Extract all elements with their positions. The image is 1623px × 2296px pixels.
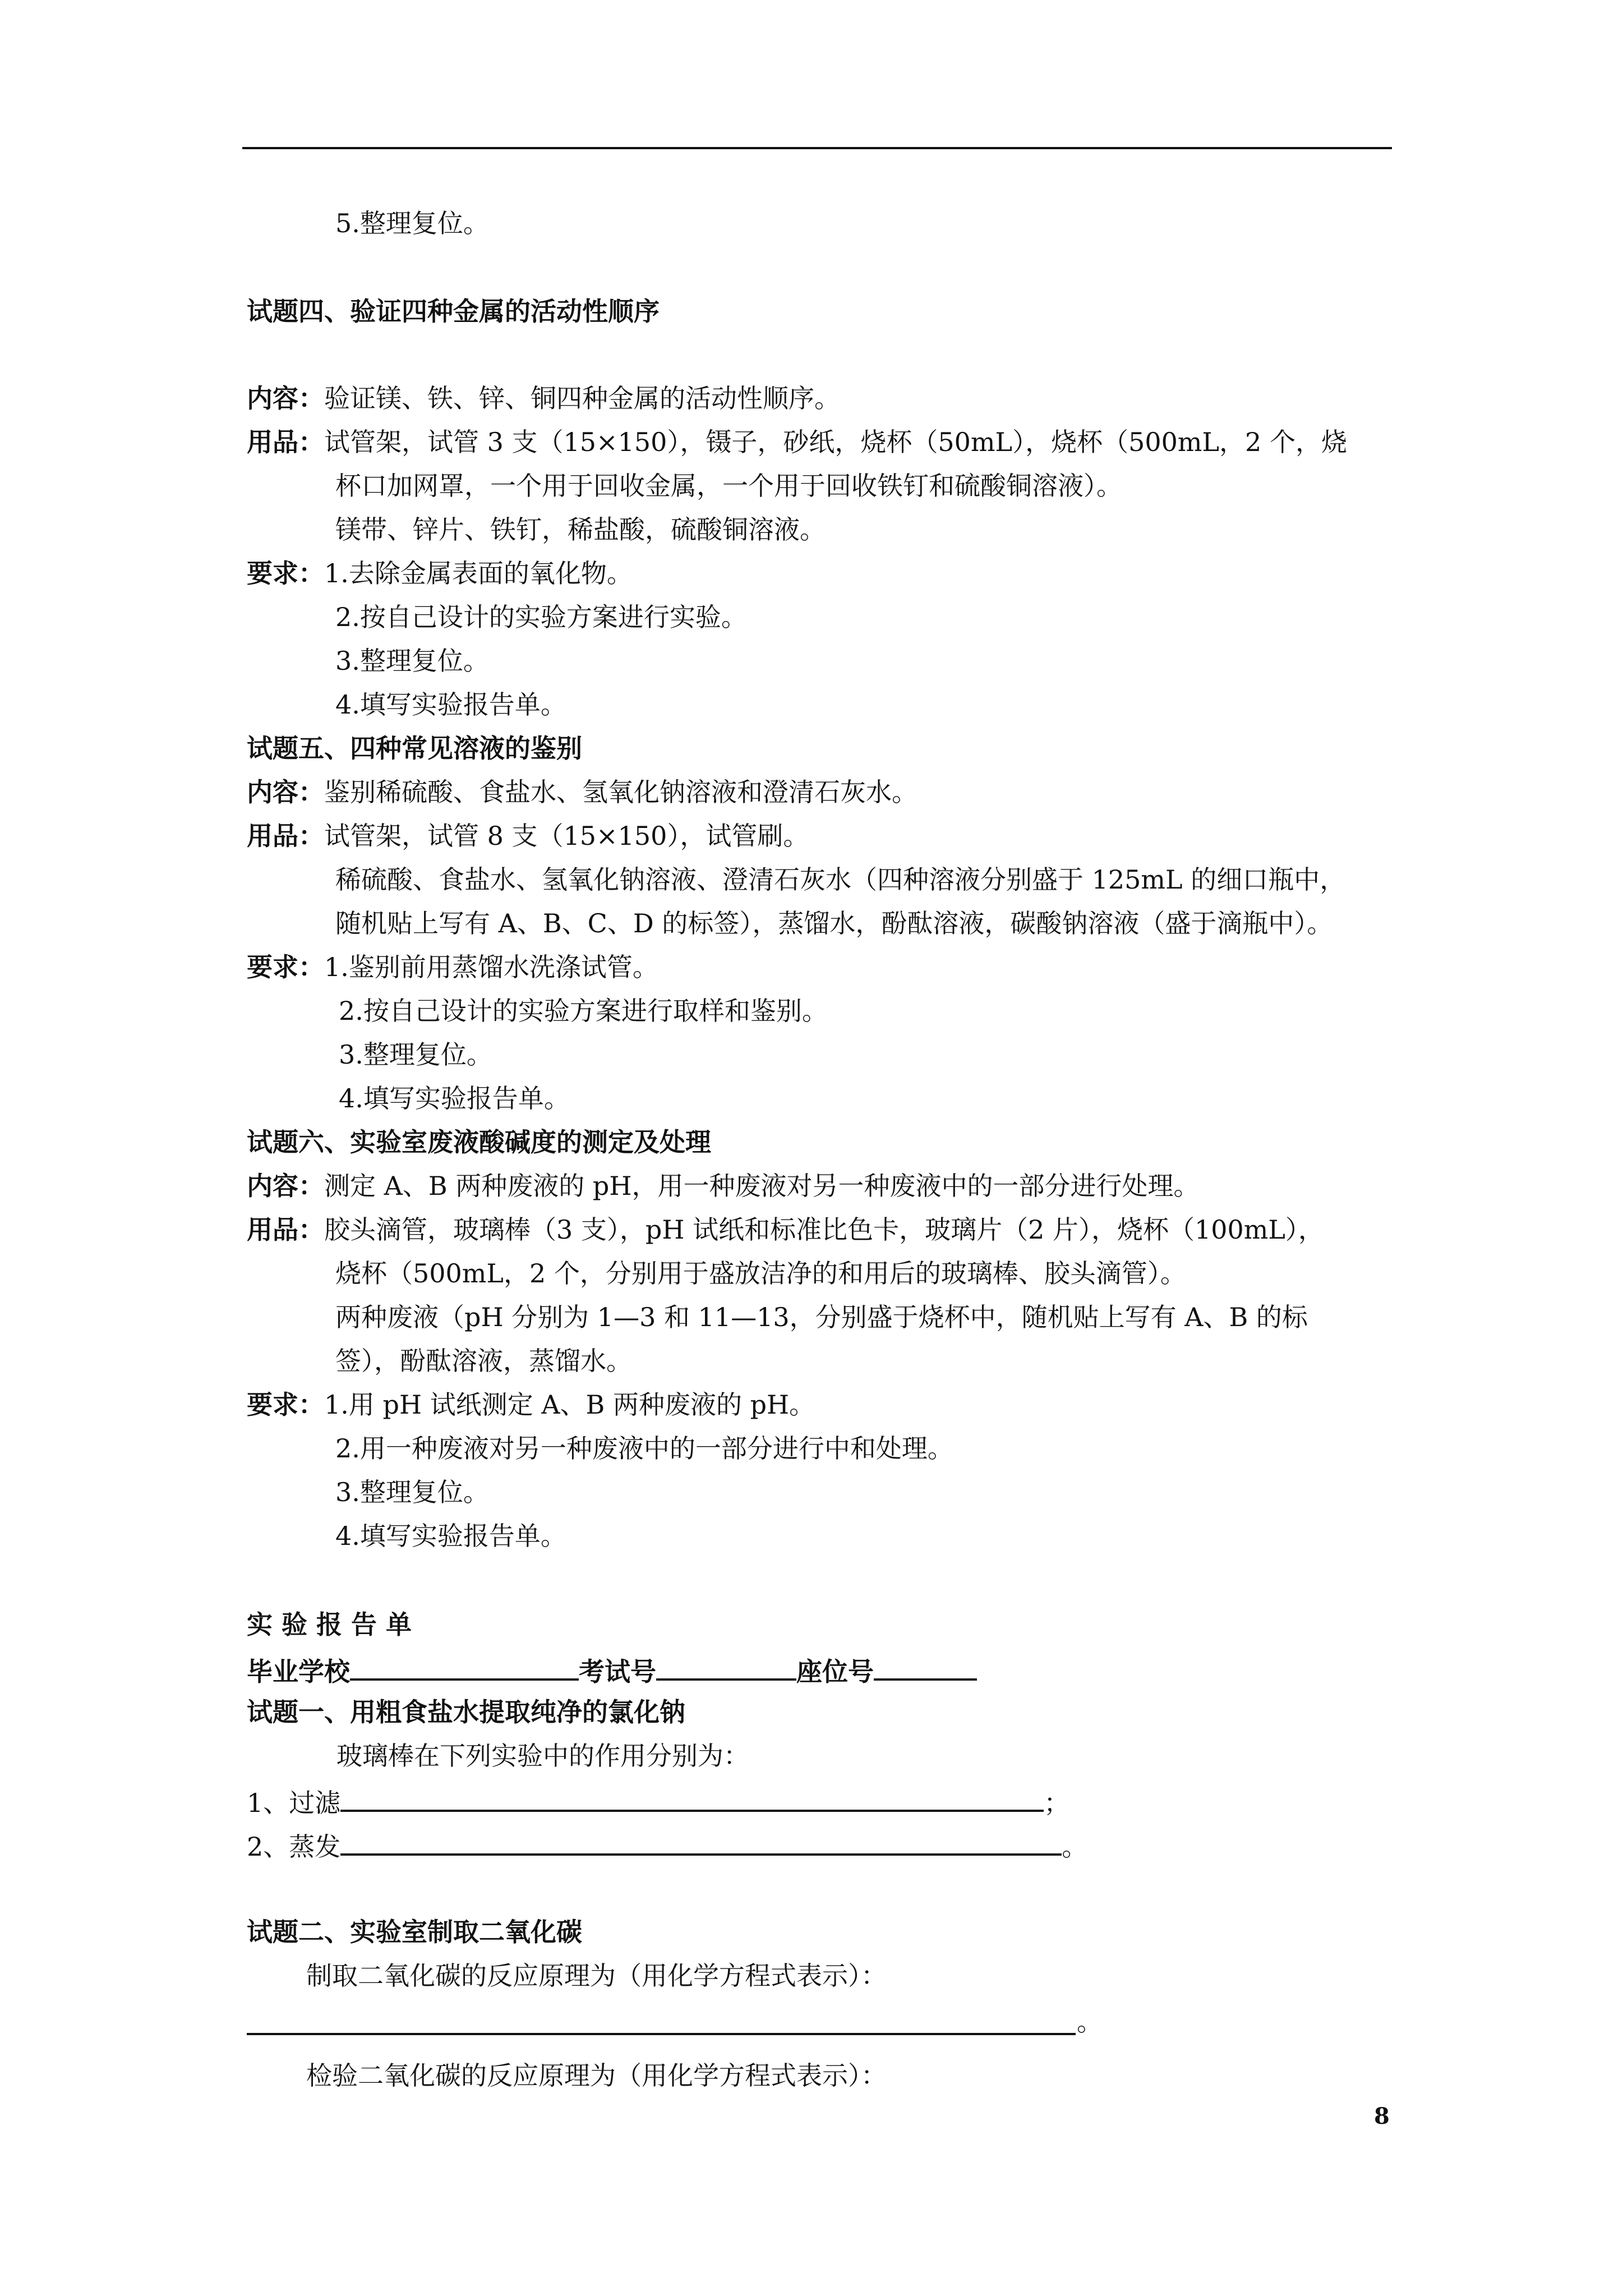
t6-items-1: 胶头滴管，玻璃棒（3 支），pH 试纸和标准比色卡，玻璃片（2 片），烧杯（100mL）， bbox=[324, 1214, 1324, 1245]
seat-blank[interactable] bbox=[874, 1651, 977, 1681]
q1-item-evaporate bbox=[247, 1826, 1087, 1864]
t6-items bbox=[247, 1213, 1324, 1246]
exam-no-label: 考试号 bbox=[579, 1657, 656, 1687]
t5-items-label: 用品： bbox=[247, 821, 324, 851]
page-number: 8 bbox=[1374, 2103, 1390, 2129]
t4-items-label: 用品： bbox=[247, 427, 324, 457]
t5-req bbox=[247, 950, 658, 984]
t6-items-2: 烧杯（500mL，2 个，分别用于盛放洁净的和用后的玻璃棒、胶头滴管）。 bbox=[335, 1258, 1186, 1289]
t5-items-2: 稀硫酸、食盐水、氢氧化钠溶液、澄清石灰水（四种溶液分别盛于 125mL 的细口瓶中， bbox=[335, 864, 1346, 895]
t4-req-1: 1.去除金属表面的氧化物。 bbox=[324, 558, 633, 588]
t5-content bbox=[247, 775, 917, 809]
t5-items-1: 试管架，试管 8 支（15×150），试管刷。 bbox=[324, 821, 809, 851]
t6-req-3: 3.整理复位。 bbox=[335, 1477, 489, 1507]
t5-req-label: 要求： bbox=[247, 952, 324, 982]
q1-item1-label: 1、过滤 bbox=[247, 1788, 341, 1818]
filter-answer-blank[interactable] bbox=[340, 1783, 1044, 1812]
t4-items-1: 试管架，试管 3 支（15×150），镊子，砂纸，烧杯（50mL），烧杯（500mL，2 个，烧 bbox=[324, 427, 1347, 457]
t4-req-label: 要求： bbox=[247, 558, 324, 588]
report-student-info bbox=[247, 1651, 977, 1688]
t5-req-3: 3.整理复位。 bbox=[339, 1039, 492, 1070]
t6-items-3: 两种废液（pH 分别为 1—3 和 11—13，分别盛于烧杯中，随机贴上写有 A、B 的标 bbox=[335, 1302, 1308, 1332]
q1-item1-end: ； bbox=[1044, 1788, 1070, 1818]
t4-items-3: 镁带、锌片、铁钉，稀盐酸，硫酸铜溶液。 bbox=[335, 514, 826, 545]
t6-req-1: 1.用 pH 试纸测定 A、B 两种废液的 pH。 bbox=[324, 1389, 815, 1420]
q1-intro: 玻璃棒在下列实验中的作用分别为： bbox=[336, 1741, 749, 1771]
t5-title: 试题五、四种常见溶液的鉴别 bbox=[247, 733, 582, 763]
t4-req-2: 2.按自己设计的实验方案进行实验。 bbox=[335, 602, 747, 632]
exam-no-blank[interactable] bbox=[656, 1651, 796, 1681]
t6-content bbox=[247, 1169, 1199, 1203]
q2-test: 检验二氧化碳的反应原理为（用化学方程式表示）： bbox=[306, 2060, 887, 2091]
t3-step5: 5.整理复位。 bbox=[335, 208, 489, 238]
q2-intro: 制取二氧化碳的反应原理为（用化学方程式表示）： bbox=[306, 1961, 887, 1991]
t4-content-text: 验证镁、铁、锌、铜四种金属的活动性顺序。 bbox=[324, 383, 840, 413]
t5-items bbox=[247, 819, 809, 853]
t6-req-2: 2.用一种废液对另一种废液中的一部分进行中和处理。 bbox=[335, 1433, 953, 1464]
t4-req bbox=[247, 556, 633, 590]
t6-req bbox=[247, 1388, 815, 1421]
evaporate-answer-blank[interactable] bbox=[340, 1826, 1062, 1856]
t6-items-4: 签），酚酞溶液，蒸馏水。 bbox=[335, 1346, 632, 1376]
t6-content-label: 内容： bbox=[247, 1171, 324, 1201]
seat-label: 座位号 bbox=[796, 1657, 874, 1687]
t4-title: 试题四、验证四种金属的活动性顺序 bbox=[247, 296, 660, 326]
t5-req-2: 2.按自己设计的实验方案进行取样和鉴别。 bbox=[339, 996, 828, 1026]
q1-item2-label: 2、蒸发 bbox=[247, 1832, 341, 1862]
t4-req-4: 4.填写实验报告单。 bbox=[335, 689, 566, 720]
q2-answer-blank[interactable] bbox=[247, 2033, 1076, 2035]
school-label: 毕业学校 bbox=[247, 1657, 350, 1687]
t5-content-text: 鉴别稀硫酸、食盐水、氢氧化钠溶液和澄清石灰水。 bbox=[324, 777, 917, 807]
q1-item-filter bbox=[247, 1783, 1069, 1820]
report-title: 实 验 报 告 单 bbox=[247, 1609, 412, 1640]
t4-content bbox=[247, 381, 840, 415]
q2-title: 试题二、实验室制取二氧化碳 bbox=[247, 1917, 582, 1947]
school-blank[interactable] bbox=[350, 1651, 579, 1681]
t5-items-3: 随机贴上写有 A、B、C、D 的标签），蒸馏水，酚酞溶液，碳酸钠溶液（盛于滴瓶中）。 bbox=[335, 908, 1333, 938]
t6-content-text: 测定 A、B 两种废液的 pH，用一种废液对另一种废液中的一部分进行处理。 bbox=[324, 1171, 1200, 1201]
t4-items bbox=[247, 425, 1347, 459]
t6-req-4: 4.填写实验报告单。 bbox=[335, 1521, 566, 1551]
q2-line-end: 。 bbox=[1077, 2007, 1103, 2037]
q1-item2-end: 。 bbox=[1062, 1832, 1088, 1862]
t5-req-4: 4.填写实验报告单。 bbox=[339, 1083, 570, 1114]
t6-items-label: 用品： bbox=[247, 1214, 324, 1245]
t4-content-label: 内容： bbox=[247, 383, 324, 413]
header-rule bbox=[242, 147, 1392, 149]
t6-title: 试题六、实验室废液酸碱度的测定及处理 bbox=[247, 1127, 711, 1157]
t5-req-1: 1.鉴别前用蒸馏水洗涤试管。 bbox=[324, 952, 658, 982]
t6-req-label: 要求： bbox=[247, 1389, 324, 1420]
t5-content-label: 内容： bbox=[247, 777, 324, 807]
t4-items-2: 杯口加网罩，一个用于回收金属，一个用于回收铁钉和硫酸铜溶液）。 bbox=[335, 471, 1122, 501]
q1-title: 试题一、用粗食盐水提取纯净的氯化钠 bbox=[247, 1697, 685, 1727]
t4-req-3: 3.整理复位。 bbox=[335, 646, 489, 676]
